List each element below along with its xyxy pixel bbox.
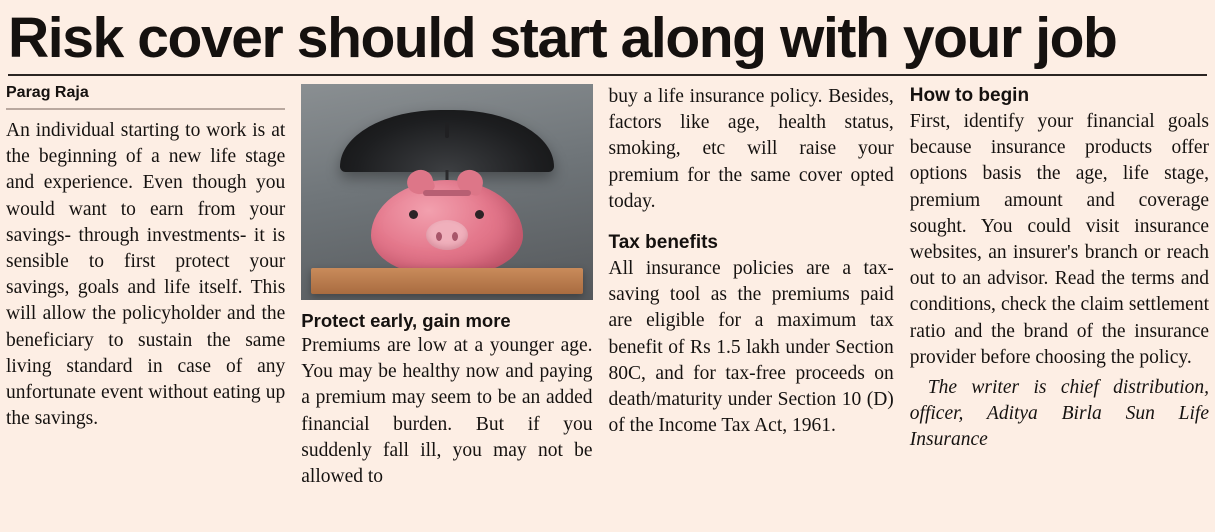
- piggy-bank-icon: [371, 180, 523, 276]
- writer-credit: The writer is chief distribution, officer, Aditya Birla Sun Life Insurance: [909, 377, 1210, 451]
- piggy-coin-slot-icon: [423, 190, 471, 196]
- umbrella-tip-icon: [445, 122, 449, 138]
- byline: Parag Raja: [6, 84, 89, 101]
- piggy-nostril-left-icon: [436, 232, 442, 241]
- column-1: [6, 84, 301, 432]
- article-photo: [301, 84, 592, 300]
- column-3-paragraph-top: buy a life insurance policy. Besides, factors like age, health status, smoking, etc will raise your premium for the same cover opted today.: [608, 86, 894, 212]
- headline-divider: [8, 74, 1207, 76]
- piggy-snout-icon: [426, 220, 468, 250]
- column-2: [301, 84, 608, 490]
- article-columns: [6, 84, 1209, 490]
- piggy-eye-left-icon: [409, 210, 418, 219]
- column-4: [910, 84, 1209, 454]
- column-4-paragraph: First, identify your financial goals because insurance products offer options basis the age, life stage, premium amount and coverage sought. You could visit insurance websites, an insurer's branch or reach out to an advisor. Read the terms and conditions, check the claim settlement ratio and the brand of the insurance provider before choosing the policy.: [909, 111, 1210, 368]
- piggy-nostril-right-icon: [452, 232, 458, 241]
- column-3: [609, 84, 910, 439]
- umbrella-icon: [340, 110, 554, 172]
- subhead-how-to-begin: How to begin: [909, 85, 1030, 106]
- page-title: Risk cover should start along with your job: [8, 6, 1117, 70]
- piggy-eye-right-icon: [475, 210, 484, 219]
- byline-divider: [6, 108, 285, 110]
- photo-caption: Protect early, gain more: [301, 310, 511, 331]
- column-1-paragraph: An individual starting to work is at the beginning of a new life stage and experience. Even though you would want to earn from your savings- through investments- it is sensible to first protect your savings, goals and life itself. This will allow the policyholder and the beneficiary to sustain the same living standard in case of any unfortunate event without eating up the savings.: [6, 120, 286, 430]
- table-surface: [311, 268, 582, 294]
- column-2-paragraph: Premiums are low at a younger age. You may be healthy now and paying a premium may seem to be an added financial burden. But if you suddenly fall ill, you may not be allowed to: [301, 335, 593, 488]
- column-3-paragraph-bottom: All insurance policies are a tax-saving tool as the premiums paid are eligible for a maximum tax benefit of Rs 1.5 lakh under Section 80C, and for tax-free proceeds on death/maturity under Section 10 (D) of the Income Tax Act, 1961.: [608, 258, 894, 437]
- subhead-tax-benefits: Tax benefits: [608, 232, 718, 254]
